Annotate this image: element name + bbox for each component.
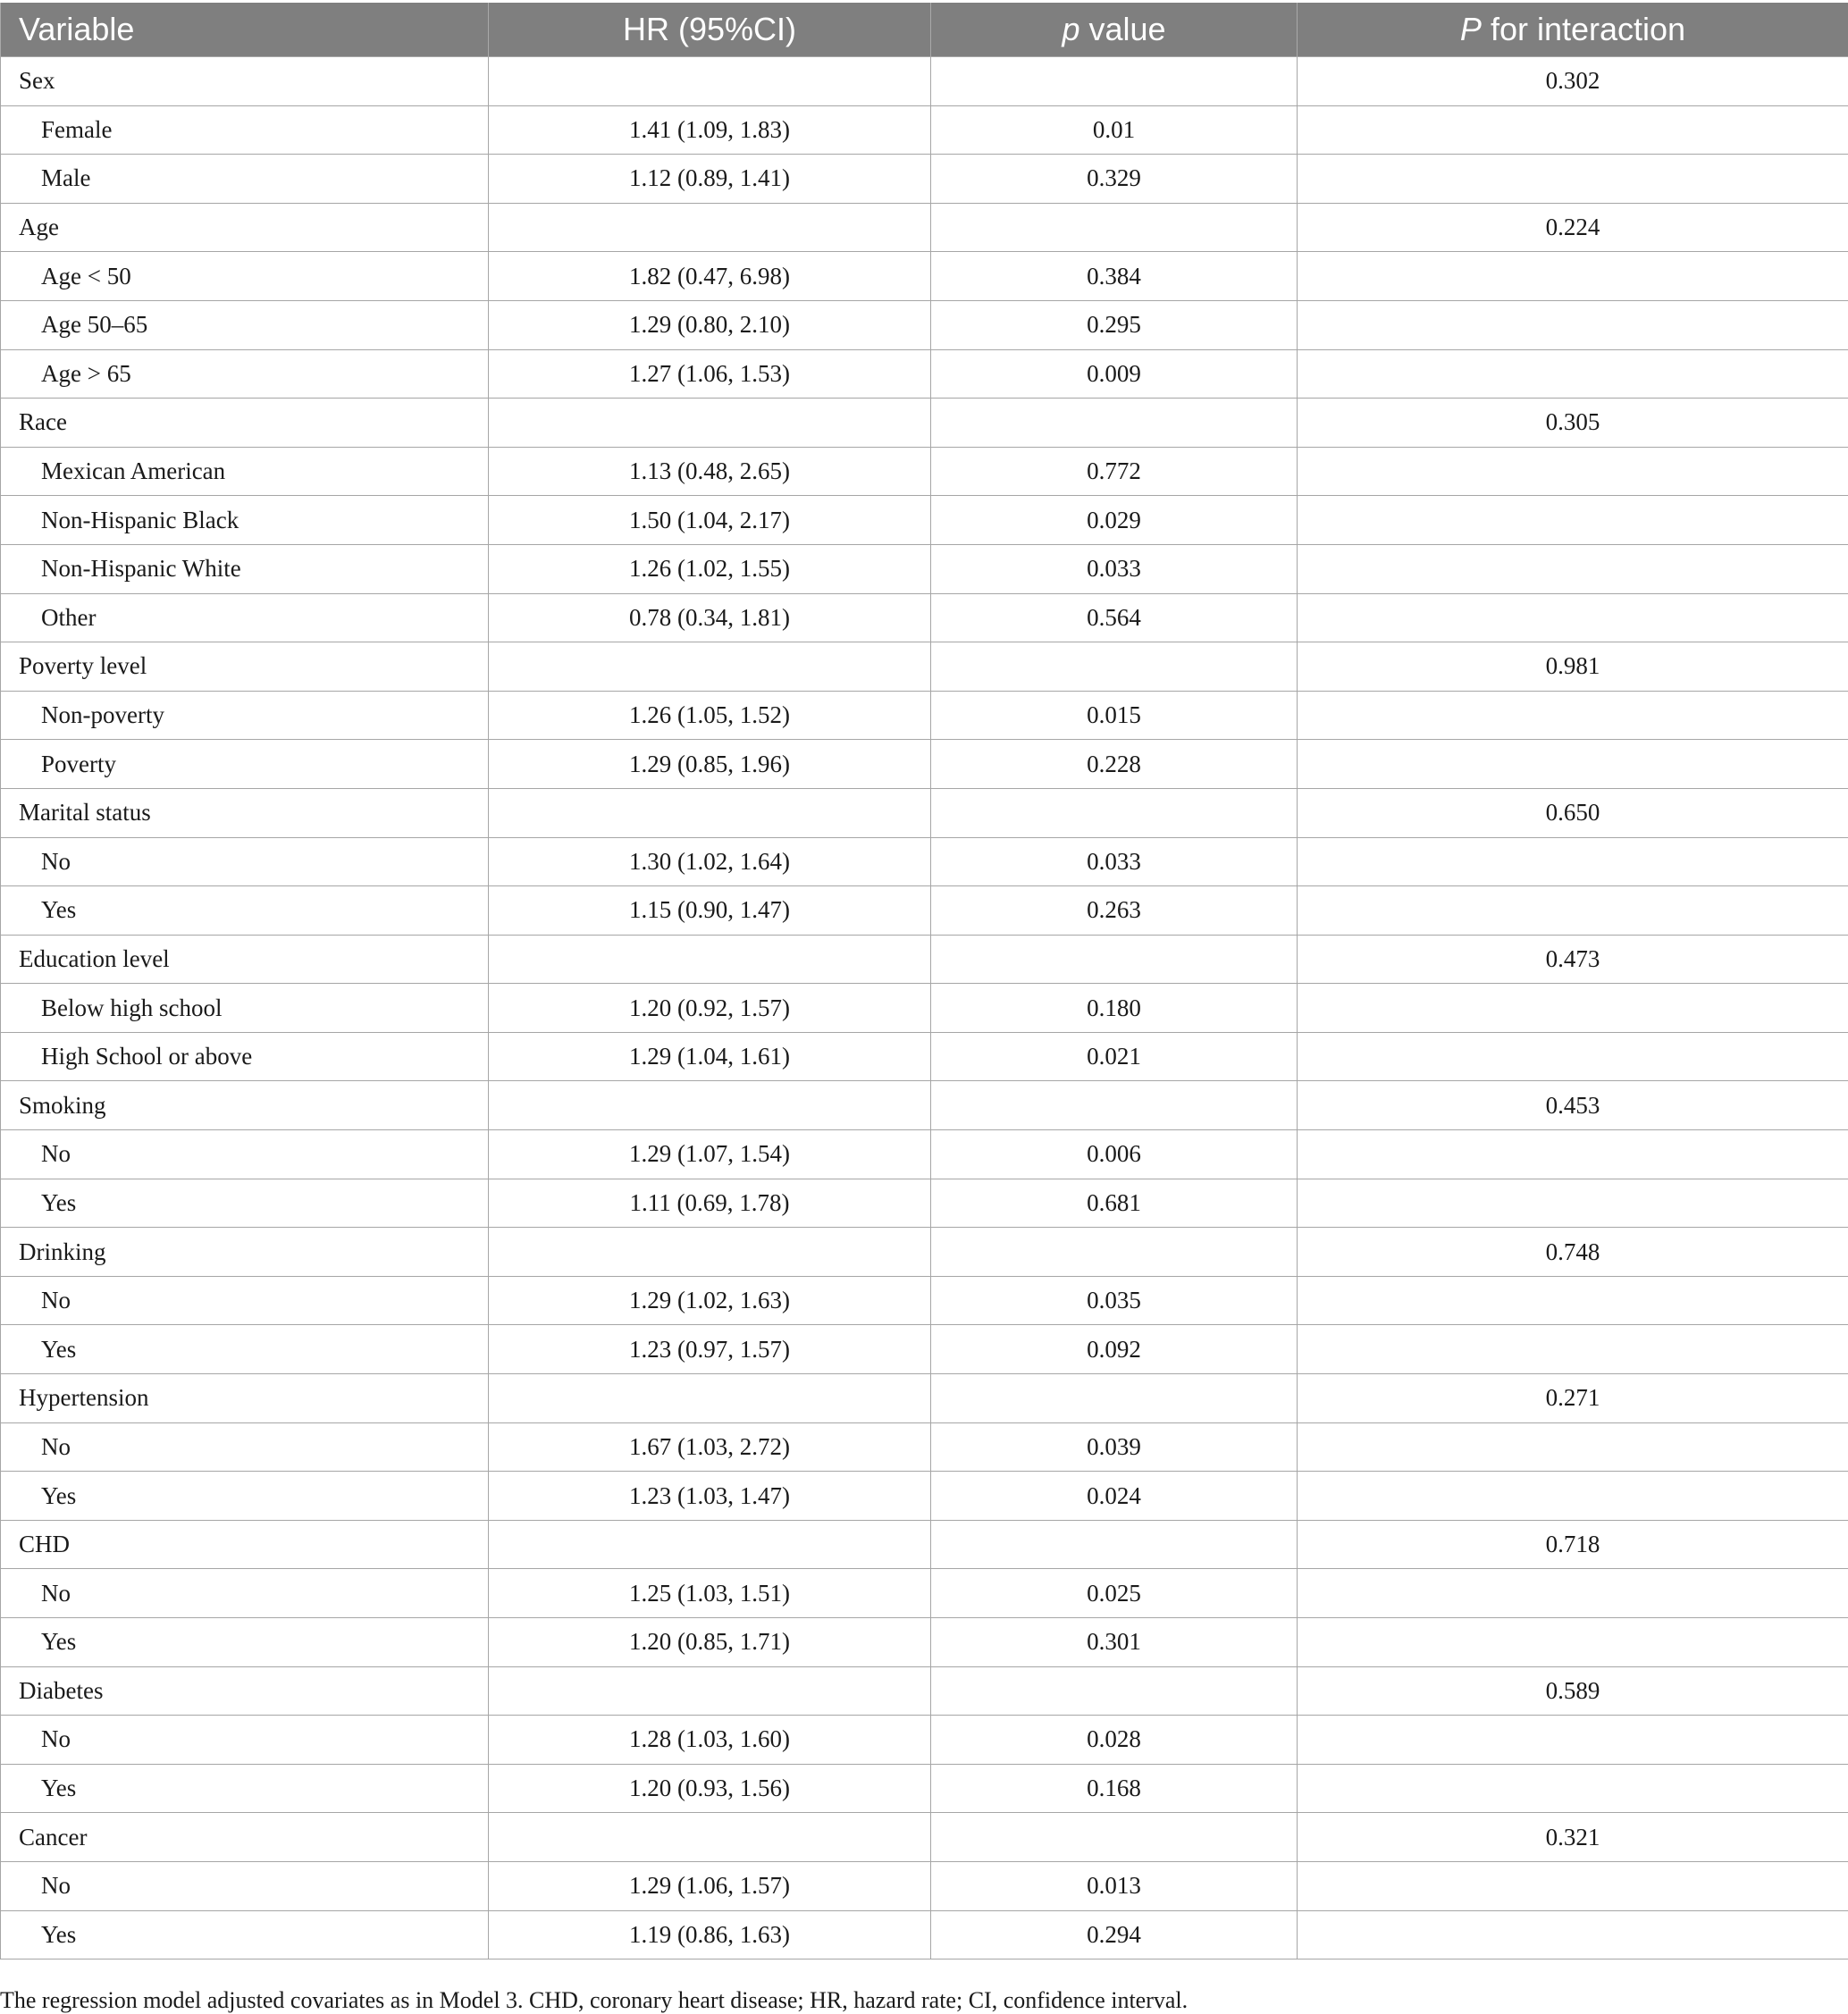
hr-cell: 1.30 (1.02, 1.64): [489, 837, 931, 886]
group-row: [1, 57, 1848, 106]
hr-cell: [489, 57, 931, 106]
variable-cell: Yes: [1, 886, 489, 936]
p-interaction-cell: [1298, 1861, 1848, 1910]
subgroup-row: [1, 837, 1848, 886]
table-header: [1, 3, 1848, 57]
variable-cell: Hypertension: [1, 1374, 489, 1423]
variable-cell: Non-Hispanic White: [1, 544, 489, 593]
p-interaction-cell: [1298, 691, 1848, 740]
variable-cell: Other: [1, 593, 489, 642]
variable-cell: Female: [1, 105, 489, 155]
p-value-cell: [931, 1081, 1298, 1130]
hr-cell: 1.50 (1.04, 2.17): [489, 496, 931, 545]
hr-cell: 1.29 (0.80, 2.10): [489, 300, 931, 349]
group-row: [1, 399, 1848, 448]
variable-cell: Yes: [1, 1325, 489, 1374]
p-value-cell: 0.039: [931, 1422, 1298, 1472]
p-interaction-cell: [1298, 886, 1848, 936]
p-interaction-cell: [1298, 1764, 1848, 1813]
p-interaction-cell: 0.302: [1298, 57, 1848, 106]
subgroup-row: [1, 349, 1848, 399]
p-value-cell: [931, 1374, 1298, 1423]
group-row: [1, 1374, 1848, 1423]
p-interaction-cell: 0.321: [1298, 1813, 1848, 1862]
group-row: [1, 935, 1848, 984]
hr-cell: 1.67 (1.03, 2.72): [489, 1422, 931, 1472]
group-row: [1, 642, 1848, 692]
group-row: [1, 1081, 1848, 1130]
subgroup-row: [1, 1325, 1848, 1374]
p-value-cell: 0.295: [931, 300, 1298, 349]
p-value-cell: 0.180: [931, 984, 1298, 1033]
p-interaction-cell: [1298, 1422, 1848, 1472]
header-p-rest: value: [1079, 11, 1165, 47]
subgroup-row: [1, 691, 1848, 740]
hr-cell: 1.29 (1.07, 1.54): [489, 1130, 931, 1179]
variable-cell: Age 50–65: [1, 300, 489, 349]
variable-cell: No: [1, 1716, 489, 1765]
subgroup-row: [1, 1716, 1848, 1765]
hr-cell: [489, 203, 931, 252]
p-value-cell: 0.228: [931, 740, 1298, 789]
p-value-cell: [931, 788, 1298, 837]
header-p-interaction: [1298, 3, 1848, 57]
subgroup-row: [1, 300, 1848, 349]
variable-cell: Non-poverty: [1, 691, 489, 740]
p-interaction-cell: 0.453: [1298, 1081, 1848, 1130]
group-row: [1, 1228, 1848, 1277]
variable-cell: Education level: [1, 935, 489, 984]
hr-cell: 1.27 (1.06, 1.53): [489, 349, 931, 399]
variable-cell: Yes: [1, 1472, 489, 1521]
group-row: [1, 788, 1848, 837]
hr-cell: [489, 399, 931, 448]
subgroup-row: [1, 1861, 1848, 1910]
p-value-cell: 0.294: [931, 1910, 1298, 1959]
hr-cell: 1.20 (0.93, 1.56): [489, 1764, 931, 1813]
hr-cell: [489, 935, 931, 984]
p-value-cell: [931, 1813, 1298, 1862]
variable-cell: Sex: [1, 57, 489, 106]
p-value-cell: 0.681: [931, 1179, 1298, 1228]
variable-cell: Yes: [1, 1179, 489, 1228]
p-value-cell: [931, 203, 1298, 252]
p-value-cell: [931, 1228, 1298, 1277]
variable-cell: No: [1, 1861, 489, 1910]
subgroup-row: [1, 1618, 1848, 1667]
header-hr: HR (95%CI): [489, 3, 931, 57]
variable-cell: Non-Hispanic Black: [1, 496, 489, 545]
p-interaction-cell: [1298, 1179, 1848, 1228]
hr-cell: 1.26 (1.05, 1.52): [489, 691, 931, 740]
subgroup-row: [1, 1569, 1848, 1618]
variable-cell: Poverty: [1, 740, 489, 789]
p-interaction-cell: 0.305: [1298, 399, 1848, 448]
p-interaction-cell: [1298, 1472, 1848, 1521]
variable-cell: Age < 50: [1, 252, 489, 301]
hr-cell: 1.41 (1.09, 1.83): [489, 105, 931, 155]
p-value-cell: 0.329: [931, 155, 1298, 204]
p-value-cell: [931, 57, 1298, 106]
subgroup-row: [1, 544, 1848, 593]
variable-cell: Marital status: [1, 788, 489, 837]
group-row: [1, 1813, 1848, 1862]
variable-cell: Below high school: [1, 984, 489, 1033]
subgroup-row: [1, 984, 1848, 1033]
p-interaction-cell: [1298, 155, 1848, 204]
variable-cell: Age: [1, 203, 489, 252]
subgroup-row: [1, 1910, 1848, 1959]
hr-cell: 1.82 (0.47, 6.98): [489, 252, 931, 301]
hr-cell: 1.23 (0.97, 1.57): [489, 1325, 931, 1374]
p-interaction-cell: [1298, 1130, 1848, 1179]
subgroup-row: [1, 1179, 1848, 1228]
hr-cell: 1.29 (1.02, 1.63): [489, 1276, 931, 1325]
subgroup-row: [1, 155, 1848, 204]
variable-cell: No: [1, 1276, 489, 1325]
subgroup-row: [1, 593, 1848, 642]
variable-cell: CHD: [1, 1520, 489, 1569]
subgroup-row: [1, 447, 1848, 496]
p-value-cell: 0.009: [931, 349, 1298, 399]
p-value-cell: 0.301: [931, 1618, 1298, 1667]
p-interaction-cell: [1298, 252, 1848, 301]
subgroup-row: [1, 496, 1848, 545]
p-value-cell: 0.015: [931, 691, 1298, 740]
p-value-cell: 0.028: [931, 1716, 1298, 1765]
subgroup-row: [1, 1032, 1848, 1081]
hr-cell: [489, 1228, 931, 1277]
variable-cell: Yes: [1, 1764, 489, 1813]
group-row: [1, 1666, 1848, 1716]
variable-cell: Age > 65: [1, 349, 489, 399]
table-footnote: The regression model adjusted covariates as in Model 3. CHD, coronary heart disease; HR, hazard rate; CI, confidence interval.: [0, 1987, 1188, 2014]
p-interaction-cell: [1298, 740, 1848, 789]
variable-cell: No: [1, 1569, 489, 1618]
p-value-cell: 0.772: [931, 447, 1298, 496]
p-interaction-cell: [1298, 300, 1848, 349]
p-value-cell: 0.006: [931, 1130, 1298, 1179]
header-p-italic: p: [1062, 11, 1079, 47]
p-value-cell: [931, 1666, 1298, 1716]
p-interaction-cell: [1298, 1032, 1848, 1081]
p-interaction-cell: 0.718: [1298, 1520, 1848, 1569]
hr-cell: 0.78 (0.34, 1.81): [489, 593, 931, 642]
subgroup-row: [1, 886, 1848, 936]
p-value-cell: [931, 1520, 1298, 1569]
variable-cell: Race: [1, 399, 489, 448]
header-p-value: [931, 3, 1298, 57]
p-value-cell: 0.024: [931, 1472, 1298, 1521]
p-interaction-cell: [1298, 544, 1848, 593]
hr-cell: [489, 1813, 931, 1862]
hr-cell: 1.26 (1.02, 1.55): [489, 544, 931, 593]
p-value-cell: 0.029: [931, 496, 1298, 545]
subgroup-row: [1, 1422, 1848, 1472]
hr-cell: 1.23 (1.03, 1.47): [489, 1472, 931, 1521]
p-interaction-cell: [1298, 837, 1848, 886]
hr-cell: 1.29 (1.04, 1.61): [489, 1032, 931, 1081]
subgroup-analysis-table: [0, 3, 1848, 1959]
p-interaction-cell: 0.748: [1298, 1228, 1848, 1277]
hr-cell: [489, 1520, 931, 1569]
header-pint-italic: P: [1460, 11, 1482, 47]
p-interaction-cell: [1298, 1716, 1848, 1765]
variable-cell: Poverty level: [1, 642, 489, 692]
p-value-cell: 0.035: [931, 1276, 1298, 1325]
p-interaction-cell: [1298, 593, 1848, 642]
hr-cell: [489, 642, 931, 692]
subgroup-row: [1, 1764, 1848, 1813]
p-interaction-cell: [1298, 496, 1848, 545]
p-interaction-cell: 0.589: [1298, 1666, 1848, 1716]
variable-cell: Mexican American: [1, 447, 489, 496]
p-value-cell: 0.021: [931, 1032, 1298, 1081]
p-value-cell: 0.013: [931, 1861, 1298, 1910]
p-value-cell: 0.01: [931, 105, 1298, 155]
header-variable: Variable: [1, 3, 489, 57]
group-row: [1, 1520, 1848, 1569]
p-value-cell: 0.263: [931, 886, 1298, 936]
hr-cell: 1.20 (0.92, 1.57): [489, 984, 931, 1033]
p-interaction-cell: [1298, 349, 1848, 399]
hr-cell: 1.28 (1.03, 1.60): [489, 1716, 931, 1765]
p-interaction-cell: [1298, 1276, 1848, 1325]
p-value-cell: 0.384: [931, 252, 1298, 301]
p-value-cell: 0.033: [931, 544, 1298, 593]
p-interaction-cell: 0.650: [1298, 788, 1848, 837]
p-interaction-cell: 0.271: [1298, 1374, 1848, 1423]
hr-cell: 1.29 (1.06, 1.57): [489, 1861, 931, 1910]
hr-cell: [489, 1374, 931, 1423]
variable-cell: No: [1, 1422, 489, 1472]
subgroup-row: [1, 1130, 1848, 1179]
p-interaction-cell: [1298, 1325, 1848, 1374]
variable-cell: Drinking: [1, 1228, 489, 1277]
variable-cell: No: [1, 837, 489, 886]
p-interaction-cell: 0.981: [1298, 642, 1848, 692]
p-interaction-cell: [1298, 1910, 1848, 1959]
p-value-cell: [931, 399, 1298, 448]
variable-cell: Cancer: [1, 1813, 489, 1862]
hr-cell: 1.19 (0.86, 1.63): [489, 1910, 931, 1959]
hr-cell: 1.13 (0.48, 2.65): [489, 447, 931, 496]
variable-cell: No: [1, 1130, 489, 1179]
hr-cell: 1.25 (1.03, 1.51): [489, 1569, 931, 1618]
variable-cell: High School or above: [1, 1032, 489, 1081]
p-interaction-cell: [1298, 447, 1848, 496]
variable-cell: Diabetes: [1, 1666, 489, 1716]
header-pint-rest: for interaction: [1482, 11, 1685, 47]
p-value-cell: 0.564: [931, 593, 1298, 642]
variable-cell: Yes: [1, 1910, 489, 1959]
p-value-cell: [931, 642, 1298, 692]
hr-cell: 1.12 (0.89, 1.41): [489, 155, 931, 204]
hr-cell: [489, 1081, 931, 1130]
p-interaction-cell: [1298, 105, 1848, 155]
group-row: [1, 203, 1848, 252]
hr-cell: 1.11 (0.69, 1.78): [489, 1179, 931, 1228]
hr-cell: [489, 788, 931, 837]
subgroup-row: [1, 1276, 1848, 1325]
p-interaction-cell: [1298, 984, 1848, 1033]
variable-cell: Yes: [1, 1618, 489, 1667]
subgroup-row: [1, 105, 1848, 155]
p-value-cell: [931, 935, 1298, 984]
header-row: [1, 3, 1848, 57]
variable-cell: Smoking: [1, 1081, 489, 1130]
variable-cell: Male: [1, 155, 489, 204]
subgroup-row: [1, 252, 1848, 301]
p-value-cell: 0.092: [931, 1325, 1298, 1374]
table-body: [1, 57, 1848, 1959]
p-interaction-cell: 0.473: [1298, 935, 1848, 984]
p-interaction-cell: [1298, 1569, 1848, 1618]
hr-cell: 1.20 (0.85, 1.71): [489, 1618, 931, 1667]
p-interaction-cell: 0.224: [1298, 203, 1848, 252]
hr-cell: 1.29 (0.85, 1.96): [489, 740, 931, 789]
hr-cell: [489, 1666, 931, 1716]
p-value-cell: 0.168: [931, 1764, 1298, 1813]
subgroup-row: [1, 740, 1848, 789]
hr-cell: 1.15 (0.90, 1.47): [489, 886, 931, 936]
subgroup-row: [1, 1472, 1848, 1521]
p-interaction-cell: [1298, 1618, 1848, 1667]
p-value-cell: 0.025: [931, 1569, 1298, 1618]
p-value-cell: 0.033: [931, 837, 1298, 886]
